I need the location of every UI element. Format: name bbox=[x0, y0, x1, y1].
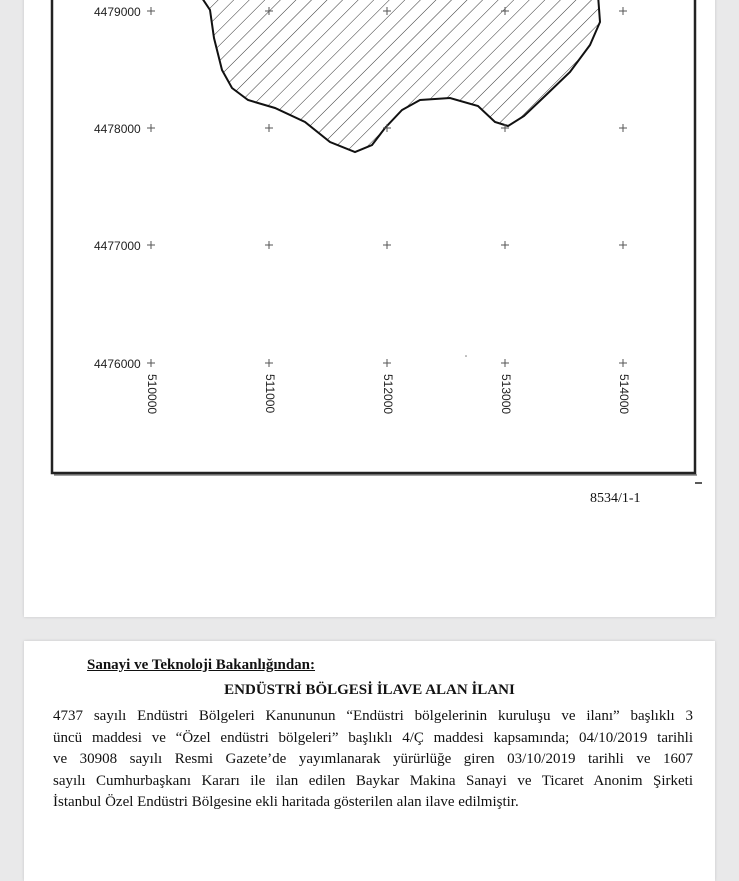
easting-label: 513000 bbox=[499, 374, 513, 415]
easting-label: 512000 bbox=[381, 374, 395, 415]
easting-label: 511000 bbox=[263, 374, 277, 414]
sheet-reference: 8534/1-1 bbox=[590, 491, 641, 506]
notice-line: üncü maddesi ve “Özel endüstri bölgeleri” başlıklı 4/Ç maddesi kapsamında; 04/10/2019 tarihli bbox=[53, 729, 693, 746]
northing-label: 4478000 bbox=[94, 122, 141, 136]
notice-line: İstanbul Özel Endüstri Bölgesine ekli haritada gösterilen alan ilave edilmiştir. bbox=[53, 794, 519, 810]
easting-label: 510000 bbox=[145, 374, 159, 415]
notice-line: sayılı Cumhurbaşkanı Kararı ile ilan edilen Baykar Makina Sanayi ve Ticaret Anonim Şirketi bbox=[53, 772, 693, 789]
notice-title: ENDÜSTRİ BÖLGESİ İLAVE ALAN İLANI bbox=[224, 682, 515, 698]
hatched-zone-area bbox=[200, 0, 600, 152]
easting-label: 514000 bbox=[617, 374, 631, 415]
notice-line: 4737 sayılı Endüstri Bölgeleri Kanununun “Endüstri bölgelerinin kuruluşu ve ilanı” başlıklı 3 bbox=[53, 708, 693, 724]
speck bbox=[465, 355, 467, 357]
northing-label: 4477000 bbox=[94, 239, 141, 253]
notice-line: ve 30908 sayılı Resmi Gazete’de yayımlanarak yürürlüğe giren 03/10/2019 tarihli ve 1607 bbox=[53, 751, 693, 767]
issuing-authority: Sanayi ve Teknoloji Bakanlığından: bbox=[87, 657, 316, 673]
northing-label: 4479000 bbox=[94, 5, 141, 19]
notice-body bbox=[53, 706, 693, 814]
northing-label: 4476000 bbox=[94, 357, 141, 371]
